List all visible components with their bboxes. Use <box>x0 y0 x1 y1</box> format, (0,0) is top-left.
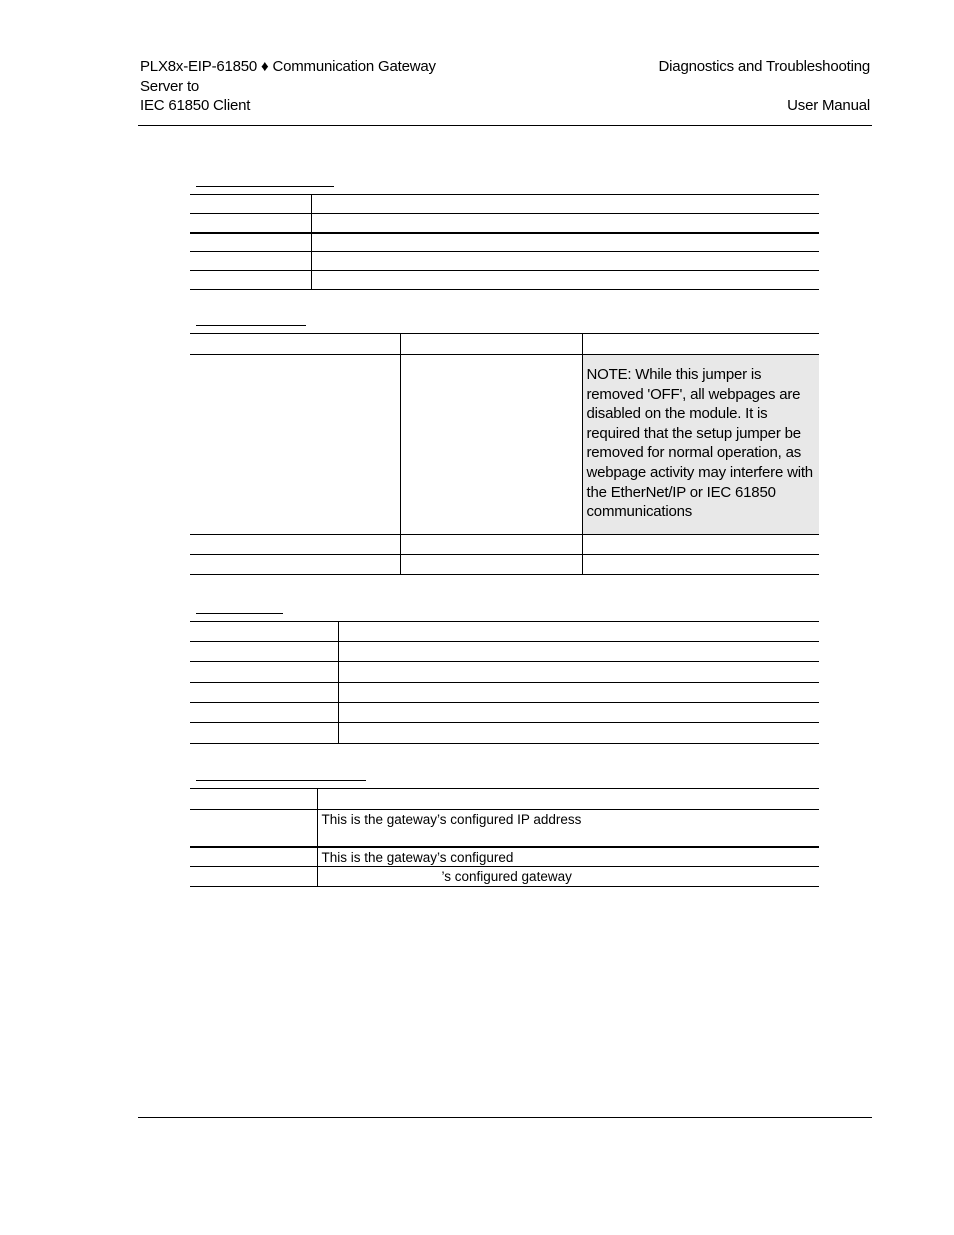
header-left <box>140 57 500 116</box>
table-row <box>190 535 819 555</box>
table-row <box>190 867 819 887</box>
table-row <box>190 252 819 271</box>
header-right <box>570 57 870 116</box>
table-row <box>190 723 819 744</box>
table-row <box>190 683 819 703</box>
header-manual-type: User Manual <box>787 97 870 114</box>
table-row <box>190 555 819 575</box>
table-row <box>190 195 819 214</box>
header-rule <box>138 125 872 126</box>
header-product-line1: PLX8x-EIP-61850 ♦ Communication Gateway <box>140 58 436 75</box>
table2 <box>190 333 819 575</box>
table-row <box>190 214 819 233</box>
table-row <box>190 847 819 867</box>
header-section-title: Diagnostics and Troubleshooting <box>658 58 870 75</box>
table-row <box>190 662 819 683</box>
table4-title-underline <box>196 780 366 781</box>
table-row <box>190 355 819 535</box>
table-row <box>190 642 819 662</box>
table-row <box>190 810 819 847</box>
ip-address-description: This is the gateway’s configured IP address <box>317 810 819 847</box>
table-row <box>190 271 819 290</box>
jumper-note: NOTE: While this jumper is removed 'OFF', all webpages are disabled on the module. It is required that the setup jumper be removed for normal operation, as webpage activity may interfere with the EtherNet/IP or IEC 61850 communications <box>582 355 819 535</box>
table-row <box>190 703 819 723</box>
table1-title-underline <box>196 186 334 187</box>
footer-rule <box>138 1117 872 1118</box>
subnet-mask-description: This is the gateway’s configured <box>317 847 819 867</box>
table3 <box>190 621 819 744</box>
header-product-line3: IEC 61850 Client <box>140 97 251 114</box>
table3-title-underline <box>196 613 283 614</box>
gateway-description: ’s configured gateway <box>317 867 819 887</box>
header-product-line2: Server to <box>140 77 200 95</box>
table-row <box>190 233 819 252</box>
table-row <box>190 622 819 642</box>
table4 <box>190 788 819 887</box>
table-row <box>190 334 819 355</box>
table2-title-underline <box>196 325 306 326</box>
table1 <box>190 194 819 290</box>
table-row <box>190 789 819 810</box>
